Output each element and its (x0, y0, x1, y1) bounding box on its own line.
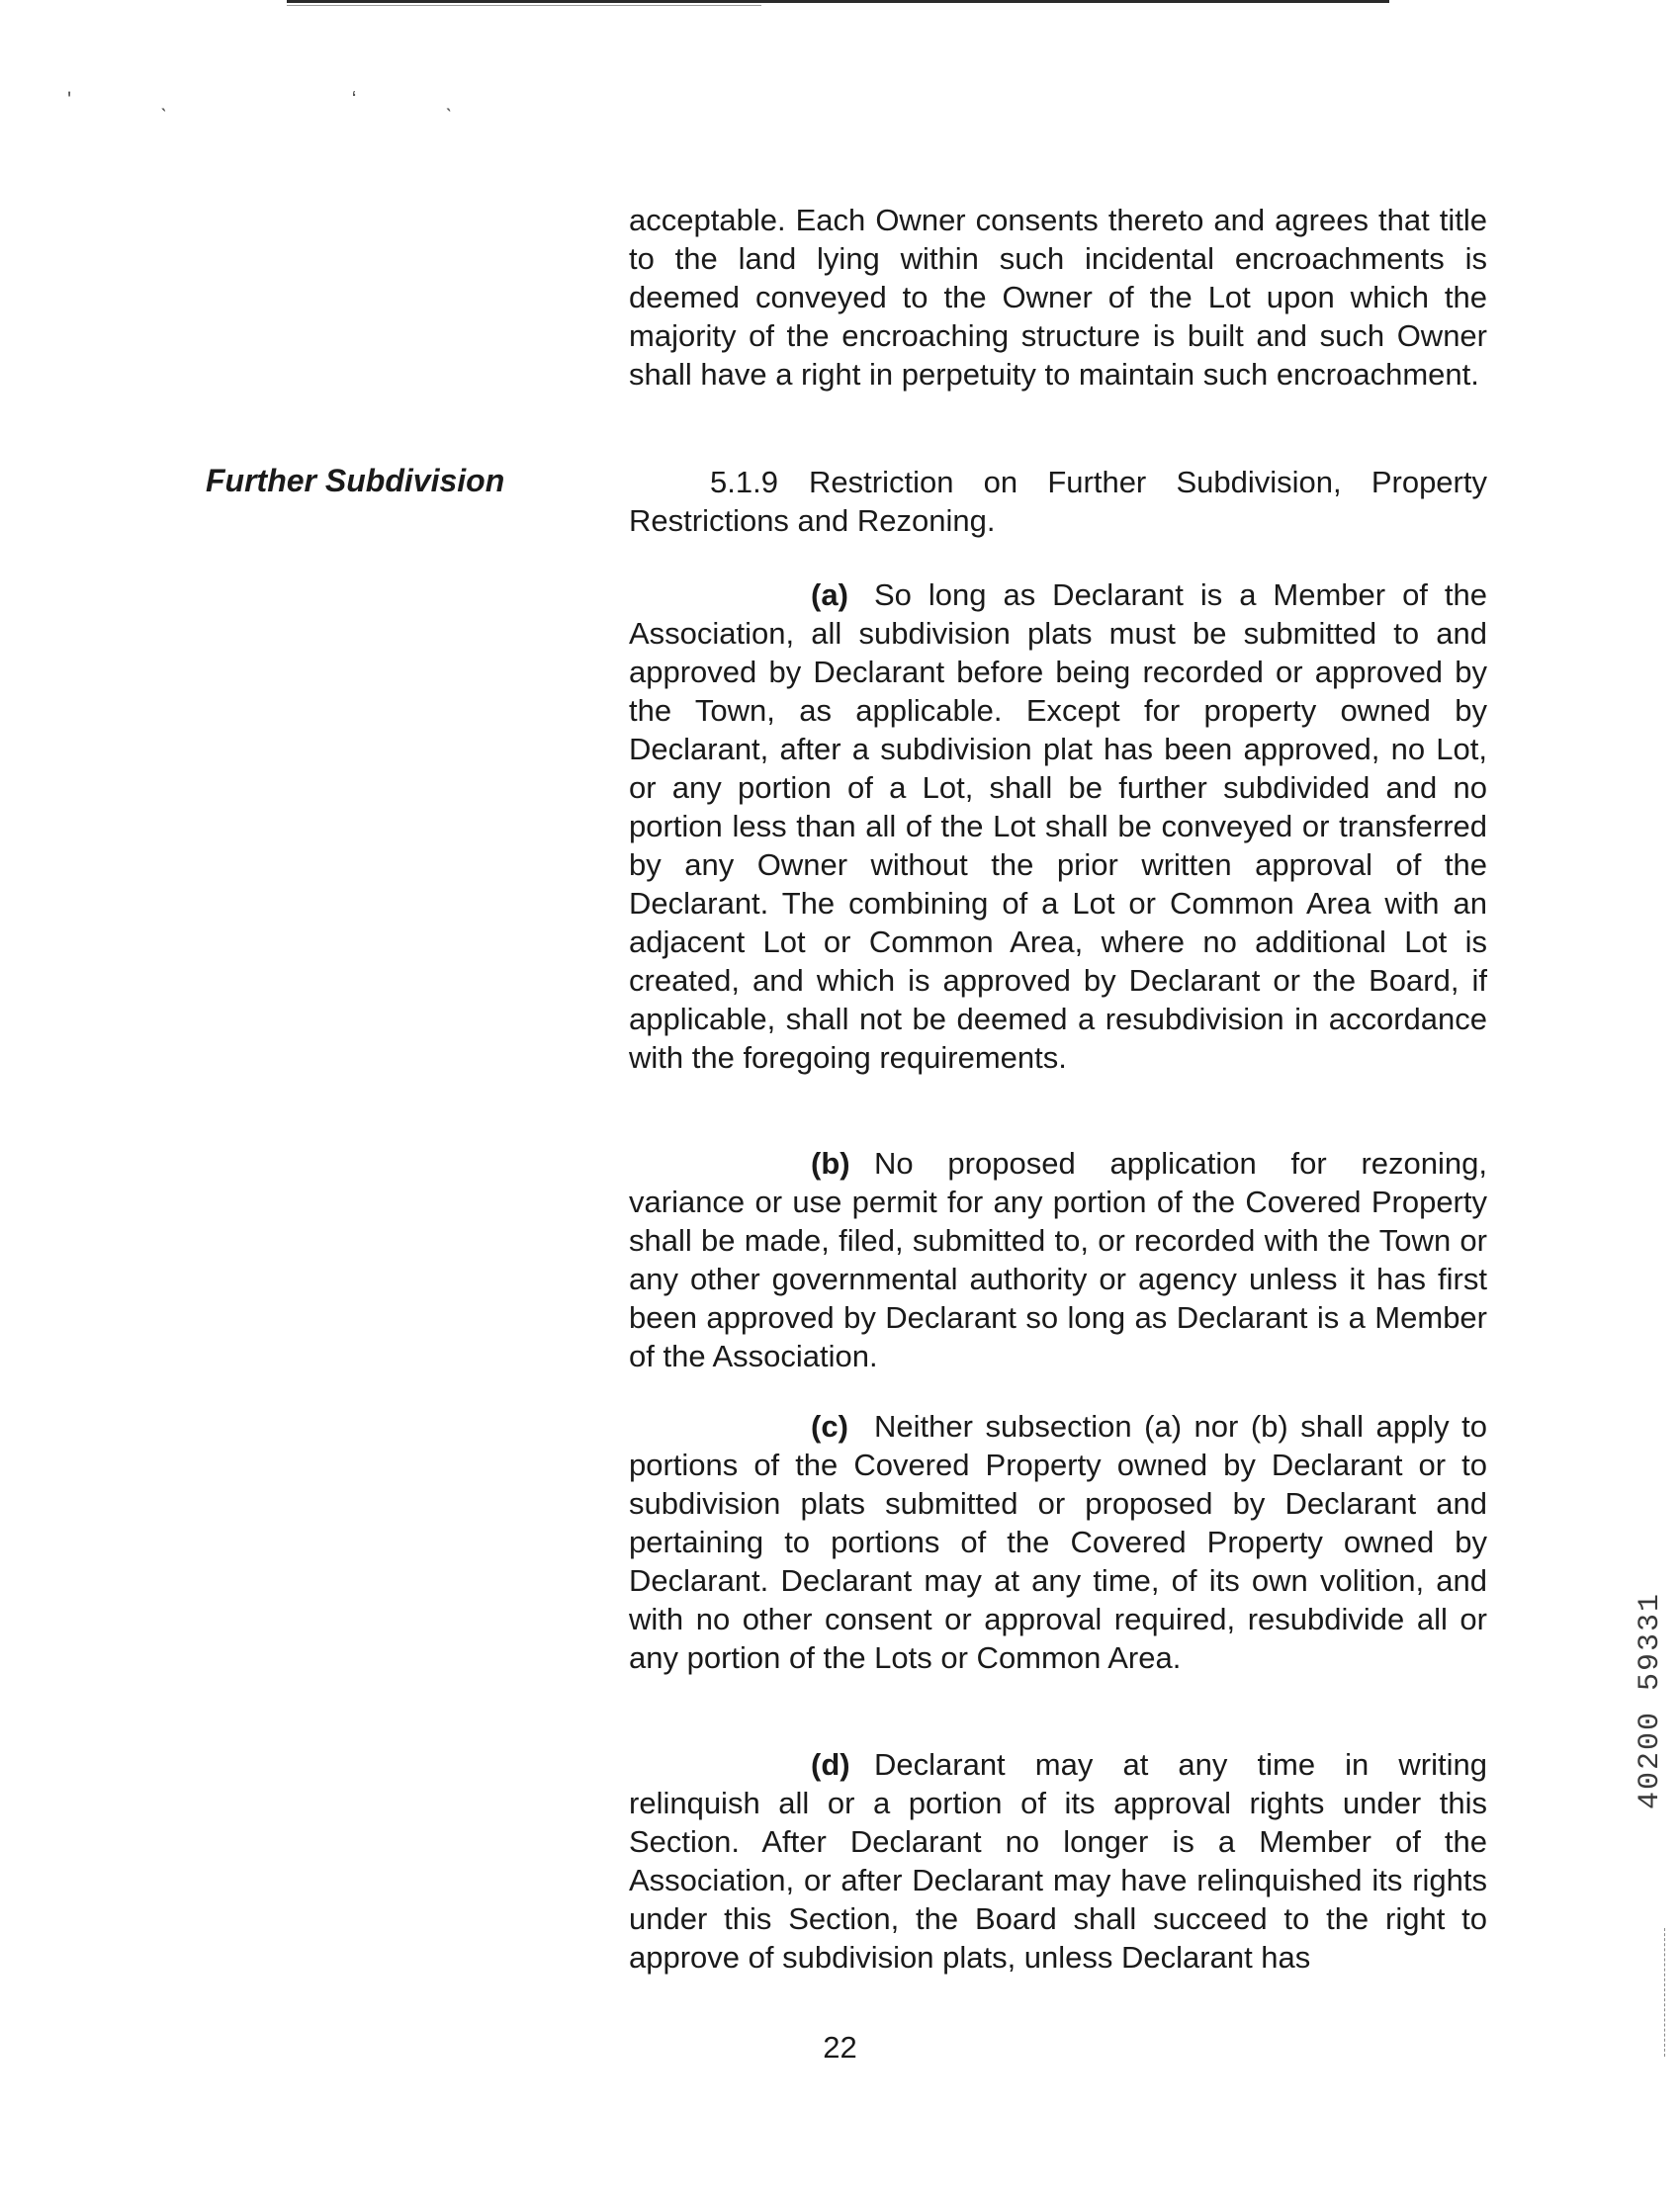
subsection-label: (a) (811, 577, 848, 612)
section-heading (629, 463, 1487, 540)
subsection-text: Neither subsection (a) nor (b) shall apply to portions of the Covered Property owned by Declarant or to subdivision plats submitted or proposed by Declarant and pertaining to portions of the Covered Property owned by Declarant. Declarant may at any time, of its own volition, and with no other consent or approval required, resubdivide all or any portion of the Lots or Common Area. (629, 1409, 1487, 1675)
subsection-label: (c) (811, 1409, 848, 1444)
subsection-a (629, 575, 1487, 1077)
subsection-text: No proposed application for rezoning, variance or use permit for any portion of the Covered Property shall be made, filed, submitted to, or recorded with the Town or any other governmental authority or agency unless it has first been approved by Declarant so long as Declarant is a Member of the Association. (629, 1146, 1487, 1373)
subsection-label: (d) (811, 1747, 850, 1782)
section-title: Restriction on Further Subdivision, Property Restrictions and Rezoning. (629, 465, 1487, 538)
intro-paragraph-text: acceptable. Each Owner consents thereto and agrees that title to the land lying within such incidental encroachments is deemed conveyed to the Owner of the Lot upon which the majority of the encroaching structure is built and such Owner shall have a right in perpetuity to maintain such encroachment. (629, 203, 1487, 392)
top-scan-rule-secondary (287, 5, 761, 6)
page-number: 22 (823, 2030, 857, 2065)
intro-paragraph (629, 201, 1487, 394)
subsection-text: Declarant may at any time in writing relinquish all or a portion of its approval rights under this Section. After Declarant no longer is a Member of the Association, or after Declarant may have relinquished its rights under this Section, the Board shall succeed to the right to approve of subdivision plats, unless Declarant has (629, 1747, 1487, 1975)
margin-heading: Further Subdivision (206, 463, 505, 498)
subsection-label: (b) (811, 1146, 850, 1181)
subsection-d (629, 1745, 1487, 1977)
margin-specks: ʹˎ ʻˎ (67, 87, 542, 112)
top-scan-rule (287, 0, 1389, 3)
subsection-c (629, 1407, 1487, 1677)
subsection-b (629, 1144, 1487, 1375)
section-number: 5.1.9 (710, 465, 778, 499)
edge-scan-mark (1664, 1928, 1666, 2057)
subsection-text: So long as Declarant is a Member of the Association, all subdivision plats must be submitted to and approved by Declarant before being recorded or approved by the Town, as applicable. Except for property owned by Declarant, after a subdivision plat has been approved, no Lot, or any portion of a Lot, shall be further subdivided and no portion less than all of the Lot shall be conveyed or transferred by any Owner without the prior written approval of the Declarant. The combining of a Lot or Common Area with an adjacent Lot or Common Area, where no additional Lot is created, and which is approved by Declarant or the Board, if applicable, shall not be deemed a resubdivision in accordance with the foregoing requirements. (629, 577, 1487, 1075)
side-recording-stamp: 40200 59331 (1634, 1592, 1667, 1810)
